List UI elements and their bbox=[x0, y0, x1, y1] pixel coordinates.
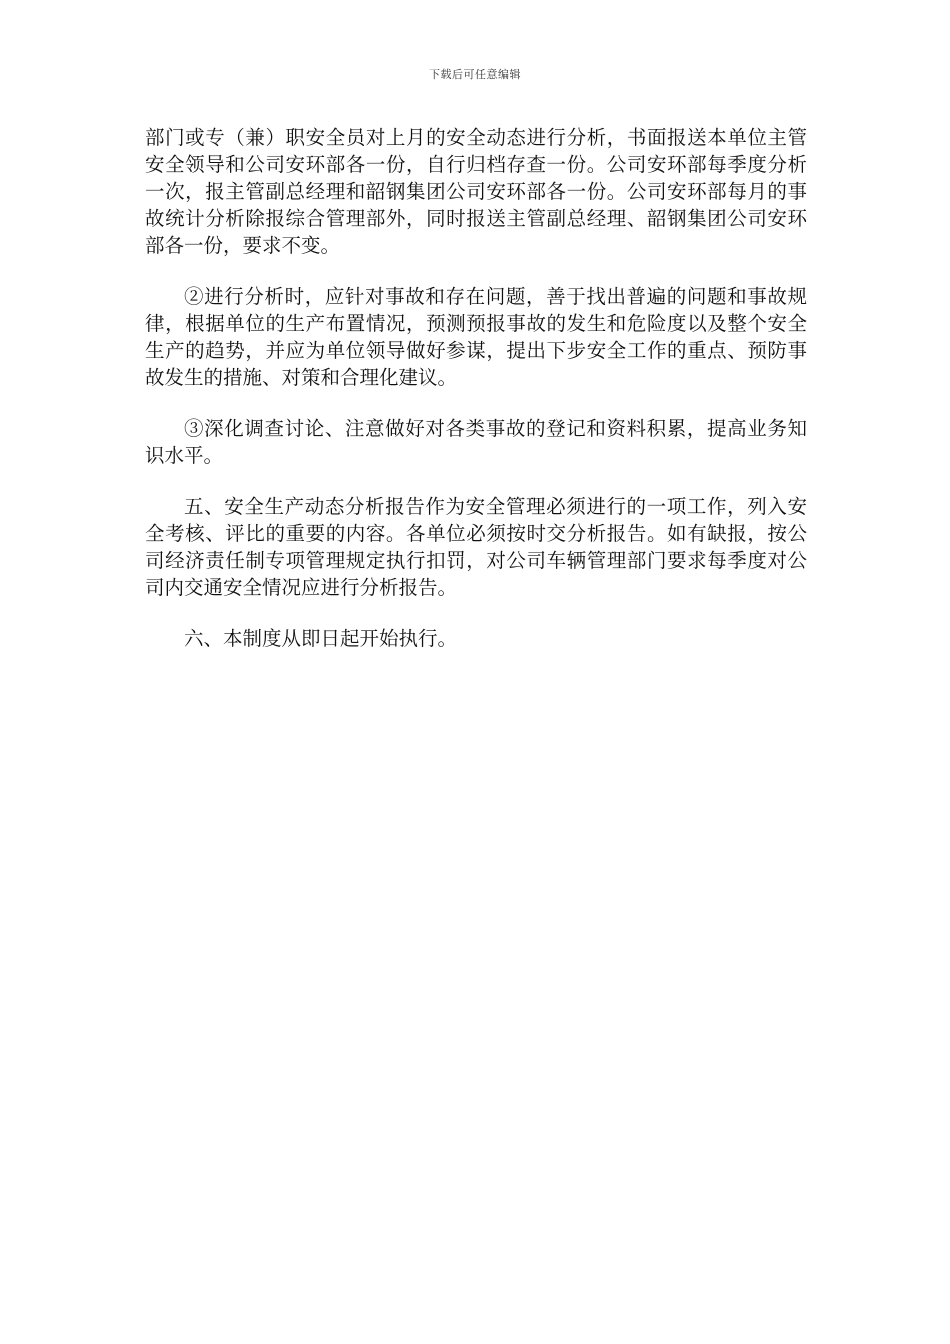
paragraph-section-5: 五、安全生产动态分析报告作为安全管理必须进行的一项工作，列入安全考核、评比的重要的内容。各单位必须按时交分析报告。如有缺报，按公司经济责任制专项管理规定执行扣罚，对公司车辆管理部门要求每季度对公司内交通安全情况应进行分析报告。 bbox=[145, 495, 807, 599]
paragraph-section-6: 六、本制度从即日起开始执行。 bbox=[184, 627, 458, 650]
paragraph-item-3: ③深化调查讨论、注意做好对各类事故的登记和资料积累，提高业务知识水平。 bbox=[145, 417, 807, 467]
paragraph-item-2: ②进行分析时，应针对事故和存在问题，善于找出普遍的问题和事故规律，根据单位的生产布置情况，预测预报事故的发生和危险度以及整个安全生产的趋势，并应为单位领导做好参谋，提出下步安全工作的重点、预防事故发生的措施、对策和合理化建议。 bbox=[145, 285, 807, 389]
document-body bbox=[145, 124, 807, 676]
page-header-note: 下载后可任意编辑 bbox=[429, 68, 521, 81]
paragraph-continuation: 部门或专（兼）职安全员对上月的安全动态进行分析，书面报送本单位主管安全领导和公司安环部各一份，自行归档存查一份。公司安环部每季度分析一次，报主管副总经理和韶钢集团公司安环部各一份。公司安环部每月的事故统计分析除报综合管理部外，同时报送主管副总经理、韶钢集团公司安环部各一份，要求不变。 bbox=[145, 126, 807, 257]
